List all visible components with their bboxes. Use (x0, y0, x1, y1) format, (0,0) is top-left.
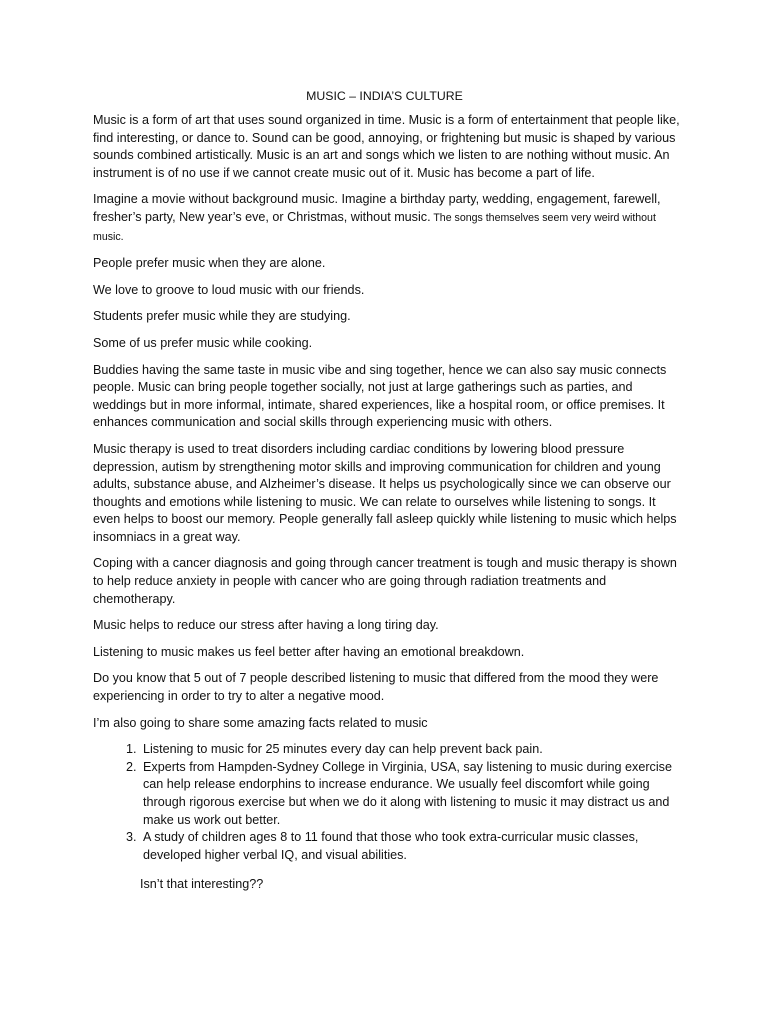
paragraph-intro: Music is a form of art that uses sound organized in time. Music is a form of entertainment that people like, find interesting, or dance to. Sound can be good, annoying, or frightening but music is shaped by various sounds combined artistically. Music is an art and songs which we listen to are nothing without music. An instrument is of no use if we cannot create music out of it. Music has become a part of life. (93, 113, 680, 180)
paragraph-alone: People prefer music when they are alone. (93, 256, 326, 271)
paragraph-imagine-main: Imagine a movie without background music. Imagine a birthday party, wedding, engagement, farewell, fresher’s party, New year’s eve, or Christmas, without music. (93, 192, 661, 224)
paragraph-imagine-small: The songs themselves seem very weird without music. (93, 211, 656, 243)
list-item: 1. Listening to music for 25 minutes every day can help prevent back pain. (140, 741, 682, 759)
paragraph-buddies: Buddies having the same taste in music vibe and sing together, hence we can also say music connects people. Music can bring people together socially, not just at large gatherings such as parties, and weddings but in more informal, intimate, shared experiences, like a hospital room, or office premises. It enhances communication and social skills through experiencing music with others. (93, 362, 667, 430)
paragraph-students: Students prefer music while they are studying. (93, 309, 351, 324)
paragraph-facts-intro: I’m also going to share some amazing facts related to music (93, 715, 428, 730)
paragraph-therapy: Music therapy is used to treat disorders including cardiac conditions by lowering blood pressure depression, autism by strengthening motor skills and improving communication for children and young adults, substance abuse, and Alzheimer’s disease. It helps us psychologically since we can observe our thoughts and emotions while listening to music. We can relate to ourselves while listening to songs. It even helps to boost our memory. People generally fall asleep quickly while listening to music which helps insomniacs in a great way. (93, 441, 677, 544)
paragraph-cooking: Some of us prefer music while cooking. (93, 335, 313, 350)
paragraph-mood: Do you know that 5 out of 7 people described listening to music that differed from the mood they were experiencing in order to try to alter a negative mood. (93, 671, 659, 704)
paragraph-stress: Music helps to reduce our stress after having a long tiring day. (93, 618, 439, 633)
list-item: 2. Experts from Hampden-Sydney College in Virginia, USA, say listening to music during exercise can help release endorphins to increase endurance. We usually feel discomfort while going through rigorous exercise but when we do it along with listening to music it may distract us and make us work out better. (140, 759, 682, 829)
paragraph-cancer: Coping with a cancer diagnosis and going through cancer treatment is tough and music therapy is shown to help reduce anxiety in people with cancer who are going through radiation treatments and chemotherapy. (93, 556, 677, 606)
paragraph-breakdown: Listening to music makes us feel better after having an emotional breakdown. (93, 644, 525, 659)
paragraph-imagine (93, 191, 682, 246)
closing-question: Isn’t that interesting?? (140, 877, 264, 892)
list-item: 3. A study of children ages 8 to 11 found that those who took extra-curricular music classes, developed higher verbal IQ, and visual abilities. (140, 829, 682, 864)
facts-list (93, 741, 682, 864)
paragraph-friends: We love to groove to loud music with our friends. (93, 282, 365, 297)
document-title: MUSIC – INDIA’S CULTURE (306, 89, 463, 103)
